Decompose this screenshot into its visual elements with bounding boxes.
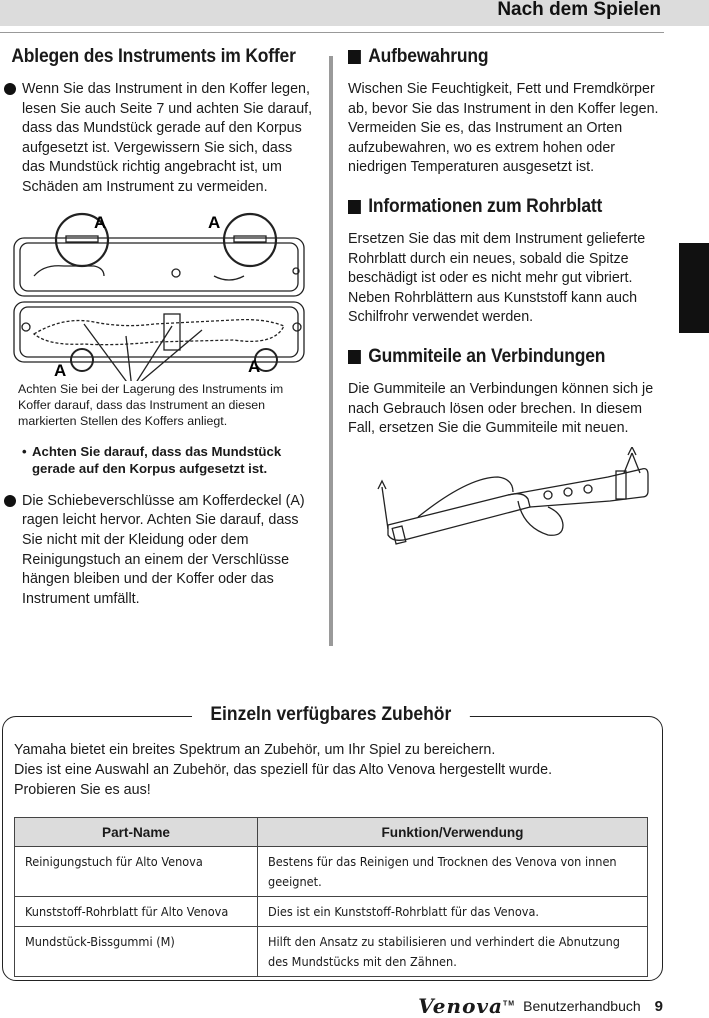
accessories-table	[14, 817, 648, 977]
venova-illustration	[348, 447, 660, 557]
section-heading-reed: Informationen zum Rohrblatt	[348, 196, 635, 218]
intro-line: Yamaha bietet ein breites Spektrum an Zubehör, um Ihr Spiel zu bereichern.	[14, 742, 496, 758]
accessories-intro	[14, 740, 654, 800]
section-text: Die Gummiteile an Verbindungen können sich je nach Gebrauch lösen oder brechen. In diesem Fall, ersetzen Sie die Gummiteile mit neuen.	[348, 380, 654, 437]
bullet-dot-icon	[4, 83, 16, 95]
table-row	[15, 897, 648, 927]
part-name-cell: Mundstück-Bissgummi (M)	[15, 927, 258, 977]
column-divider	[329, 56, 333, 646]
section-text: Wischen Sie Feuchtigkeit, Fett und Fremdkörper ab, bevor Sie das Instrument in den Koffer legen. Vermeiden Sie es, das Instrument an Orten aufzubewahren, wo es extrem hohen oder niedrigen Temperaturen ausgesetzt ist.	[348, 81, 659, 176]
usage-cell: Bestens für das Reinigen und Trocknen des Venova von innen geeignet.	[258, 847, 648, 897]
usage-cell: Dies ist ein Kunststoff-Rohrblatt für das Venova.	[258, 897, 648, 927]
bullet-item: Wenn Sie das Instrument in den Koffer legen, lesen Sie auch Seite 7 und achten Sie darauf, dass das Mundstück gerade auf den Korpus aufgesetzt ist. Vergewissern Sie sich, dass das Mundstück richtig angebracht ist, um Schäden am Instrument zu vermeiden.	[4, 80, 316, 198]
figure-caption: Achten Sie bei der Lagerung des Instruments im Koffer darauf, dass das Instrument an diesen markierten Stellen des Koffers anliegt.	[18, 381, 284, 428]
marker-label-a: A	[94, 212, 107, 232]
section-heading-storage: Aufbewahrung	[348, 46, 635, 68]
section-text: Neben Rohrblättern aus Kunststoff kann auch Schilfrohr verwendet werden.	[348, 289, 638, 326]
right-column	[348, 46, 660, 557]
column-header: Part-Name	[15, 818, 258, 847]
header-rule	[0, 32, 664, 33]
page-footer	[418, 994, 663, 1018]
case-illustration	[4, 206, 316, 381]
page-number: 9	[654, 997, 663, 1015]
intro-line: Probieren Sie es aus!	[14, 782, 151, 798]
square-bullet-icon	[348, 200, 361, 214]
left-column	[4, 46, 316, 609]
bullet-item: Die Schiebeverschlüsse am Kofferdeckel (A) ragen leicht hervor. Achten Sie darauf, dass Sie nicht mit der Kleidung oder dem Reinigungstuch an einem der Verschlüsse hängen bleiben und der Koffer oder das Instrument umfällt.	[4, 492, 316, 610]
venova-logo: Venova™	[418, 994, 516, 1018]
page-title: Nach dem Spielen	[497, 0, 661, 20]
section-heading-case: Ablegen des Instruments im Koffer	[11, 46, 296, 67]
marker-label-a: A	[208, 212, 221, 232]
accessories-title: Einzeln verfügbares Zubehör	[192, 704, 470, 726]
square-bullet-icon	[348, 50, 361, 64]
bold-note: • Achten Sie darauf, dass das Mundstück gerade auf den Korpus aufgesetzt ist.	[22, 443, 282, 477]
intro-line: Dies ist eine Auswahl an Zubehör, das speziell für das Alto Venova hergestellt wurde.	[14, 762, 553, 778]
manual-label: Benutzerhandbuch	[523, 998, 641, 1014]
part-name-cell: Kunststoff-Rohrblatt für Alto Venova	[15, 897, 258, 927]
table-row	[15, 847, 648, 897]
table-header-row	[15, 818, 648, 847]
square-bullet-icon	[348, 350, 361, 364]
marker-label-a: A	[54, 360, 67, 380]
note-bullet-icon: •	[22, 443, 27, 459]
table-row	[15, 927, 648, 977]
column-header: Funktion/Verwendung	[258, 818, 648, 847]
usage-cell: Hilft den Ansatz zu stabilisieren und verhindert die Abnutzung des Mundstücks mit den Zähnen.	[258, 927, 648, 977]
part-name-cell: Reinigungstuch für Alto Venova	[15, 847, 258, 897]
side-tab-marker	[679, 243, 709, 333]
marker-label-a: A	[248, 356, 261, 376]
section-heading-rubber: Gummiteile an Verbindungen	[348, 346, 635, 368]
section-text: Ersetzen Sie das mit dem Instrument gelieferte Rohrblatt durch ein neues, sobald die Spitze beschädigt ist oder es nicht mehr gut vibriert.	[348, 230, 646, 287]
bullet-dot-icon	[4, 495, 16, 507]
